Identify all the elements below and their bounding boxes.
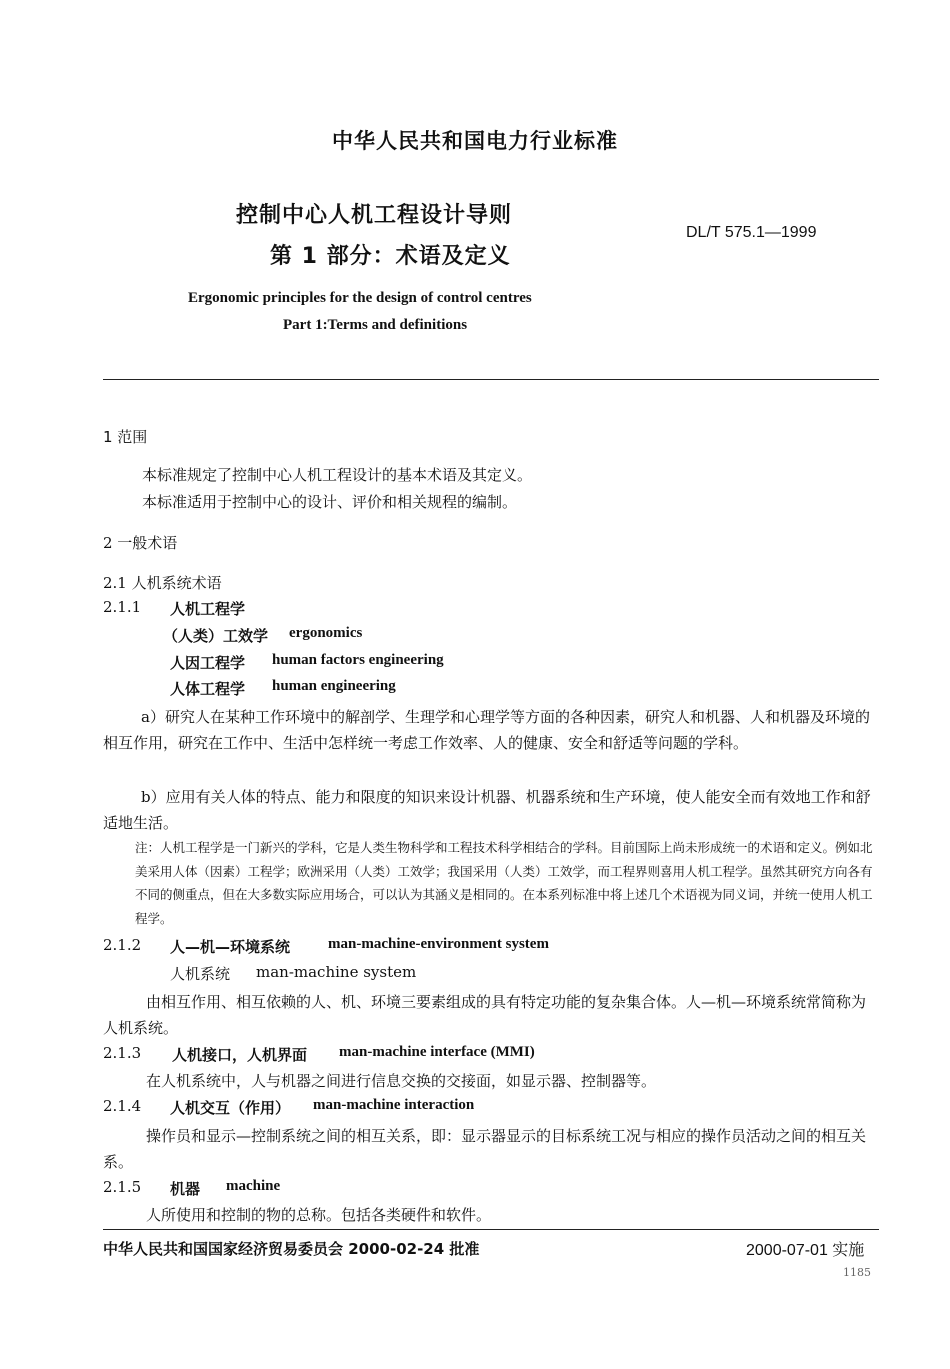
- title-cn-line2: 第 1 部分：术语及定义: [270, 244, 511, 269]
- synonym-2-cn: 人因工程学: [170, 654, 246, 672]
- synonym-3-cn: 人体工程学: [170, 680, 246, 698]
- standard-number: DL/T 575.1—1999: [686, 224, 817, 241]
- title-en-line2: Part 1:Terms and definitions: [283, 317, 468, 333]
- effective-date: 2000-07-01 实施: [746, 1242, 865, 1259]
- definition-b: b）应用有关人体的特点、能力和限度的知识来设计机器、机器系统和生产环境，使人能安全而有效地工作和舒适地生活。: [103, 788, 871, 832]
- title-en-line1: Ergonomic principles for the design of control centres: [188, 290, 532, 306]
- term-2-1-5-title: 机器: [170, 1180, 201, 1198]
- term-2-1-2-number: 2.1.2: [103, 936, 142, 954]
- term-2-1-2-synonym-en: man-machine system: [256, 963, 417, 981]
- synonym-3-en: human engineering: [272, 678, 396, 694]
- term-2-1-5-number: 2.1.5: [103, 1178, 142, 1196]
- term-2-1-5-definition: 人所使用和控制的物的总称。包括各类硬件和软件。: [146, 1206, 492, 1224]
- term-2-1-2-synonym-cn: 人机系统: [170, 965, 231, 983]
- section-1-para-2: 本标准适用于控制中心的设计、评价和相关规程的编制。: [142, 493, 518, 511]
- header-divider: [103, 379, 879, 380]
- term-2-1-2-en: man-machine-environment system: [328, 936, 549, 952]
- term-2-1-4-en: man-machine interaction: [313, 1097, 475, 1113]
- issuing-org: 中华人民共和国电力行业标准: [332, 129, 618, 153]
- term-2-1-3-definition: 在人机系统中，人与机器之间进行信息交换的交接面，如显示器、控制器等。: [146, 1072, 657, 1090]
- term-2-1-4-number: 2.1.4: [103, 1097, 142, 1115]
- term-2-1-2-definition: 由相互作用、相互依赖的人、机、环境三要素组成的具有特定功能的复杂集合体。人—机—环境系统常简称为人机系统。: [103, 993, 867, 1037]
- footer-divider: [103, 1229, 879, 1230]
- term-2-1-1-number: 2.1.1: [103, 598, 142, 616]
- synonym-1-cn: （人类）工效学: [163, 627, 269, 645]
- term-2-1-3-title: 人机接口，人机界面: [172, 1046, 308, 1064]
- definition-a: a）研究人在某种工作环境中的解剖学、生理学和心理学等方面的各种因素，研究人和机器、人和机器及环境的相互作用，研究在工作中、生活中怎样统一考虑工作效率、人的健康、安全和舒适等问题的学科。: [103, 708, 870, 752]
- term-2-1-2-title: 人—机—环境系统: [170, 938, 291, 956]
- term-2-1-5-en: machine: [226, 1178, 281, 1194]
- term-2-1-4-definition: 操作员和显示—控制系统之间的相互关系，即：显示器显示的目标系统工况与相应的操作员活动之间的相互关系。: [103, 1127, 867, 1171]
- section-2-1-heading: 2.1 人机系统术语: [103, 574, 222, 592]
- term-2-1-4-title: 人机交互（作用）: [170, 1099, 291, 1117]
- synonym-2-en: human factors engineering: [272, 652, 444, 668]
- section-1-para-1: 本标准规定了控制中心人机工程设计的基本术语及其定义。: [142, 466, 533, 484]
- note: 注：人机工程学是一门新兴的学科，它是人类生物科学和工程技术科学相结合的学科。目前国际上尚未形成统一的术语和定义。例如北美采用人体（因素）工程学；欧洲采用（人类）工效学；我国采用（人类）工效学，而工程界则喜用人机工程学。虽然其研究方向各有不同的侧重点，但在大多数实际应用场合，可以认为其涵义是相同的。在本系列标准中将上述几个术语视为同义词，并统一使用人机工程学。: [135, 840, 873, 926]
- synonym-1-en: ergonomics: [289, 625, 363, 641]
- section-1-heading: 1 范围: [103, 428, 148, 446]
- page-number: 1185: [843, 1266, 871, 1279]
- term-2-1-3-number: 2.1.3: [103, 1044, 142, 1062]
- section-2-heading: 2 一般术语: [103, 534, 178, 552]
- term-2-1-3-en: man-machine interface (MMI): [339, 1044, 535, 1060]
- approval-line: 中华人民共和国国家经济贸易委员会 2000-02-24 批准: [103, 1240, 480, 1258]
- term-2-1-1-title: 人机工程学: [170, 600, 246, 618]
- title-cn-line1: 控制中心人机工程设计导则: [236, 203, 513, 228]
